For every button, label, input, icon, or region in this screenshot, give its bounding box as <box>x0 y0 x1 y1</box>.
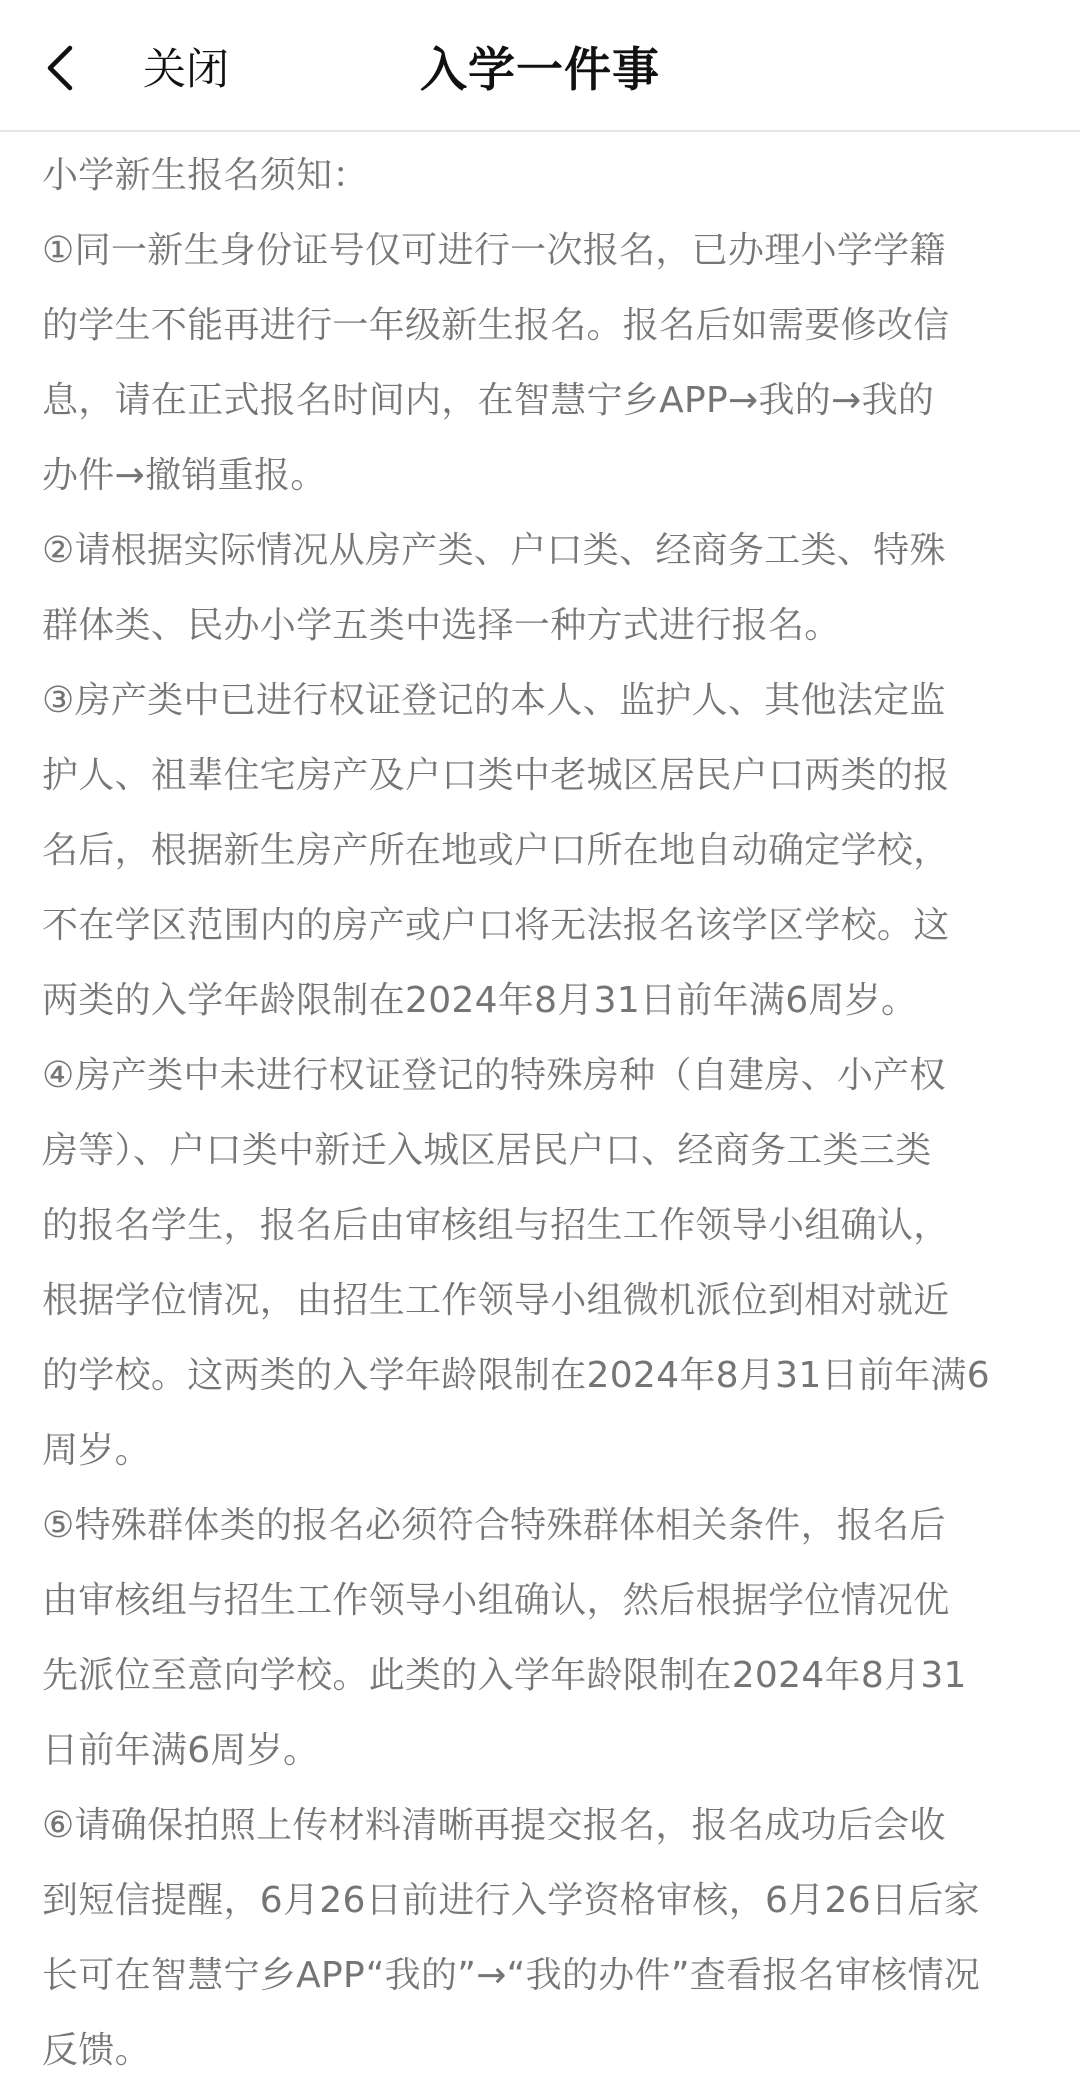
notice-line: ②请根据实际情况从房产类、户口类、经商务工类、特殊 <box>42 530 946 571</box>
notice-line: ⑤特殊群体类的报名必须符合特殊群体相关条件，报名后 <box>42 1505 946 1546</box>
notice-line: ①同一新生身份证号仅可进行一次报名，已办理小学学籍 <box>42 230 946 271</box>
notice-line: 长可在智慧宁乡APP“我的”→“我的办件”查看报名审核情况 <box>42 1955 981 1996</box>
notice-line: 房等）、户口类中新迁入城区居民户口、经商务工类三类 <box>42 1130 932 1171</box>
page-title: 入学一件事 <box>420 43 660 98</box>
notice-line: 日前年满6周岁。 <box>42 1730 320 1771</box>
notice-line: 名后，根据新生房产所在地或户口所在地自动确定学校， <box>42 830 950 871</box>
notice-line: 反馈。 <box>42 2030 151 2071</box>
notice-line: 根据学位情况，由招生工作领导小组微机派位到相对就近 <box>42 1280 950 1321</box>
notice-line: 办件→撤销重报。 <box>42 455 327 496</box>
registration-notice <box>42 138 1042 2088</box>
notice-line: 由审核组与招生工作领导小组确认，然后根据学位情况优 <box>42 1580 950 1621</box>
notice-line: ③房产类中已进行权证登记的本人、监护人、其他法定监 <box>42 680 946 721</box>
notice-line: 不在学区范围内的房产或户口将无法报名该学区学校。这 <box>42 905 950 946</box>
notice-line: ⑥请确保拍照上传材料清晰再提交报名，报名成功后会收 <box>42 1805 946 1846</box>
close-button[interactable]: 关闭 <box>143 45 229 95</box>
notice-heading: 小学新生报名须知： <box>42 155 369 196</box>
notice-line: 的学校。这两类的入学年龄限制在2024年8月31日前年满6 <box>42 1355 990 1396</box>
notice-line: 群体类、民办小学五类中选择一种方式进行报名。 <box>42 605 841 646</box>
top-navigation-bar <box>0 0 1080 132</box>
notice-line: 周岁。 <box>42 1430 151 1471</box>
notice-line: 到短信提醒，6月26日前进行入学资格审核，6月26日后家 <box>42 1880 980 1921</box>
notice-line: 护人、祖辈住宅房产及户口类中老城区居民户口两类的报 <box>42 755 950 796</box>
notice-line: 先派位至意向学校。此类的入学年龄限制在2024年8月31 <box>42 1655 967 1696</box>
notice-line: 的学生不能再进行一年级新生报名。报名后如需要修改信 <box>42 305 950 346</box>
notice-line: 息，请在正式报名时间内，在智慧宁乡APP→我的→我的 <box>42 380 935 421</box>
notice-line: 两类的入学年龄限制在2024年8月31日前年满6周岁。 <box>42 980 918 1021</box>
notice-line: ④房产类中未进行权证登记的特殊房种（自建房、小产权 <box>42 1055 946 1096</box>
notice-line: 的报名学生，报名后由审核组与招生工作领导小组确认， <box>42 1205 950 1246</box>
